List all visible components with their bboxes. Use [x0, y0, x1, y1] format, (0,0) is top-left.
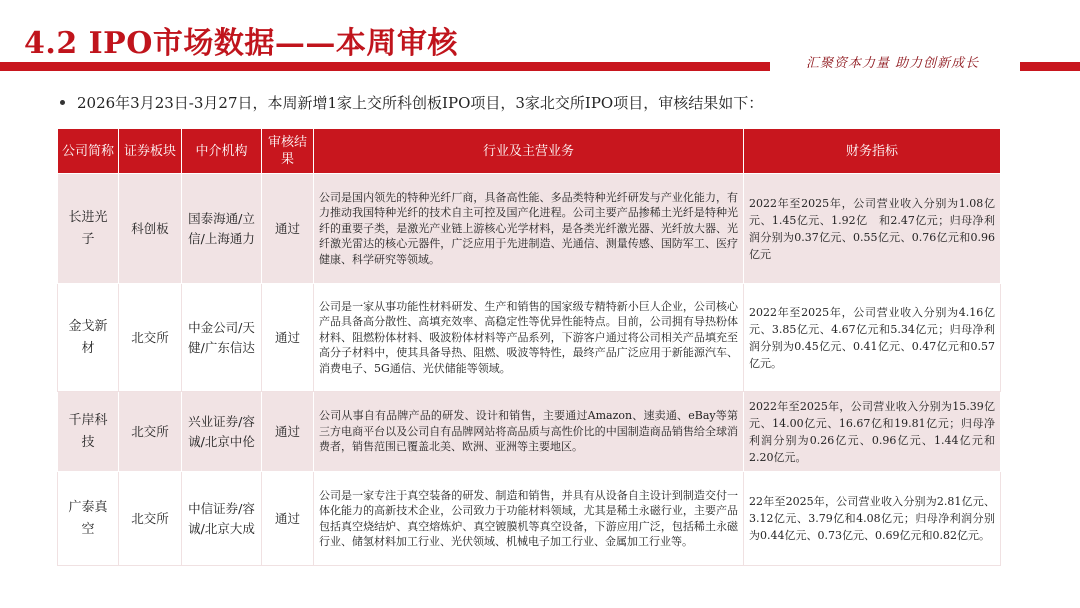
cell-finance: 2022年至2025年，公司营业收入分别为4.16亿元、3.85亿元、4.67亿元和5.34亿元；归母净利润分别为0.45亿元、0.41亿元、0.47亿元和0.57亿元。: [744, 284, 1001, 392]
table-row: [58, 284, 1001, 392]
cell-board: 北交所: [119, 472, 182, 566]
header-agency: 中介机构: [182, 129, 262, 174]
header-result: 审核结果: [262, 129, 314, 174]
cell-result: 通过: [262, 472, 314, 566]
summary-line: [60, 92, 763, 113]
header-rule-right: [1020, 62, 1080, 71]
cell-result: 通过: [262, 392, 314, 472]
table-header-row: [58, 129, 1001, 174]
table-row: [58, 392, 1001, 472]
table-row: [58, 472, 1001, 566]
cell-agency: 兴业证券/容诚/北京中伦: [182, 392, 262, 472]
cell-finance: 2022年至2025年，公司营业收入分别为1.08亿元、1.45亿元、1.92亿 和2.47亿元；归母净利润分别为0.37亿元、0.55亿元、0.76亿元和0.96亿元: [744, 174, 1001, 284]
bullet-icon: [60, 100, 65, 105]
page-title: 4.2 IPO市场数据——本周审核: [24, 26, 458, 61]
header-finance: 财务指标: [744, 129, 1001, 174]
cell-company: 广泰真空: [58, 472, 119, 566]
cell-company: 千岸科技: [58, 392, 119, 472]
cell-board: 北交所: [119, 284, 182, 392]
cell-company: 长进光子: [58, 174, 119, 284]
cell-business: 公司是国内领先的特种光纤厂商，具备高性能、多品类特种光纤研发与产业化能力，有力推动我国特种光纤的技术自主可控及国产化进程。公司主要产品掺稀土光纤是特种光纤的重要子类，是激光产业链上游核心光学材料，是各类光纤激光器、光纤放大器、光纤激光雷达的核心元器件，广泛应用于先进制造、光通信、测量传感、国防军工、医疗健康、科学研究等领域。: [314, 174, 744, 284]
cell-agency: 中信证券/容诚/北京大成: [182, 472, 262, 566]
cell-finance: 2022年至2025年，公司营业收入分别为15.39亿元、14.00亿元、16.67亿和19.81亿元；归母净利润分别为0.26亿元、0.96亿元、1.44亿元和2.20亿元。: [744, 392, 1001, 472]
header-business: 行业及主营业务: [314, 129, 744, 174]
header-slogan: 汇聚资本力量 助力创新成长: [806, 56, 980, 71]
header-company: 公司简称: [58, 129, 119, 174]
cell-business: 公司是一家从事功能性材料研发、生产和销售的国家级专精特新小巨人企业，公司核心产品具备高分散性、高填充效率、高稳定性等优异性能特点。目前，公司拥有导热粉体材料、阻燃粉体材料、吸波粉体材料等产品系列，下游客户通过将公司相关产品填充至高分子材料中，使其具备导热、阻燃、吸波等特性，最终产品广泛应用于新能源汽车、消费电子、5G通信、光伏储能等领域。: [314, 284, 744, 392]
table-row: [58, 174, 1001, 284]
cell-agency: 国泰海通/立信/上海通力: [182, 174, 262, 284]
cell-finance: 22年至2025年，公司营业收入分别为2.81亿元、3.12亿元、3.79亿和4.08亿元；归母净利润分别为0.44亿元、0.73亿元、0.69亿元和0.82亿元。: [744, 472, 1001, 566]
cell-company: 金戈新材: [58, 284, 119, 392]
cell-board: 北交所: [119, 392, 182, 472]
cell-business: 公司是一家专注于真空装备的研发、制造和销售，并具有从设备自主设计到制造交付一体化能力的高新技术企业，公司致力于功能材料领域，尤其是稀土永磁行业，主要产品包括真空烧结炉、真空熔炼炉、真空镀膜机等真空设备，下游应用广泛，包括稀土永磁行业、储氢材料加工行业、光伏领域、机械电子加工行业、金属加工行业等。: [314, 472, 744, 566]
cell-result: 通过: [262, 174, 314, 284]
cell-result: 通过: [262, 284, 314, 392]
ipo-review-table: [57, 128, 1001, 566]
header-rule-left: [0, 62, 770, 71]
cell-board: 科创板: [119, 174, 182, 284]
cell-business: 公司从事自有品牌产品的研发、设计和销售，主要通过Amazon、速卖通、eBay等第三方电商平台以及公司自有品牌网站将高品质与高性价比的中国制造商品销售给全球消费者，销售范围已覆盖北美、欧洲、亚洲等主要地区。: [314, 392, 744, 472]
summary-text: 2026年3月23日-3月27日，本周新增1家上交所科创板IPO项目，3家北交所IPO项目，审核结果如下：: [77, 94, 764, 112]
header-board: 证券板块: [119, 129, 182, 174]
cell-agency: 中金公司/天健/广东信达: [182, 284, 262, 392]
